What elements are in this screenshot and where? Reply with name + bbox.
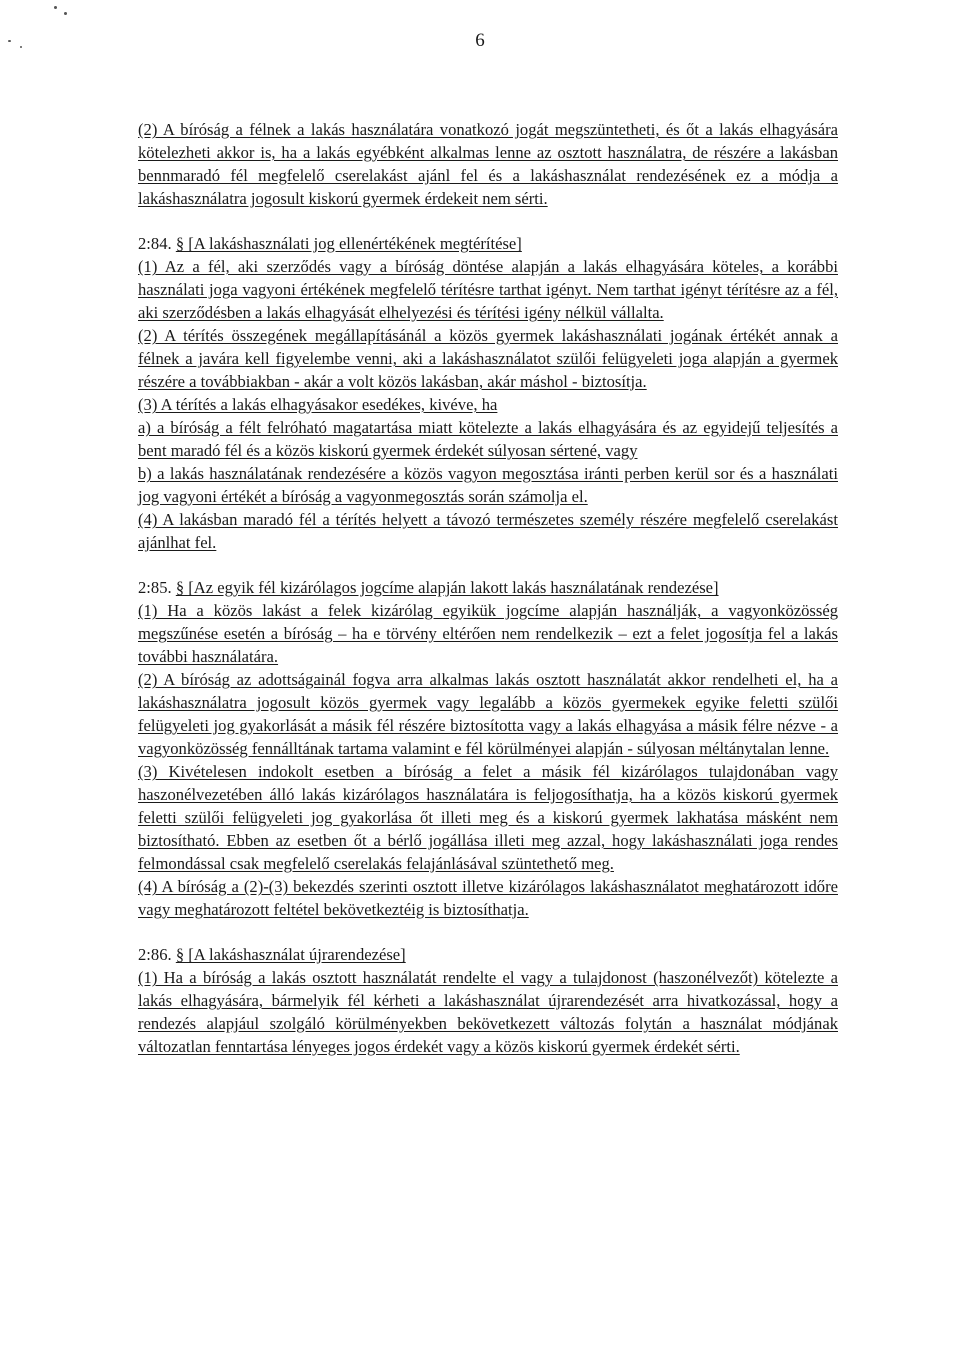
paragraph: (2) A térítés összegének megállapításánál a közös gyermek lakáshasználati jogának értékét annak a félnek a javára kell figyelembe venni, aki a lakáshasználatot szülői felügyeleti joga alapján a gyermek részére a továbbiakban - akár a volt közös lakásban, akár máshol - biztosítja. [138, 326, 838, 391]
section-heading [138, 943, 838, 966]
section-gap [138, 554, 838, 576]
section-gap [138, 921, 838, 943]
paragraph: b) a lakás használatának rendezésére a közös vagyon megosztása iránti perben kerül sor és a használati jog vagyoni értékét a bíróság a vagyonmegosztás során számolja el. [138, 464, 838, 506]
section-number: 2:85. [138, 578, 172, 597]
paragraph: (3) Kivételesen indokolt esetben a bíróság a felet a másik fél kizárólagos tulajdonában vagy haszonélvezetében álló lakás kizárólagos használatára is feljogosíthatja, ha a közös kiskorú gyermek feletti szülői felügyeleti jog gyakorlása őt illeti meg és a kiskorú gyermek lakhatása másként nem biztosítható. Ebben az esetben őt a bérlő jogállása illeti meg azzal, hogy lakáshasználati joga rendes felmondással csak megfelelő cserelakás felajánlásával szüntethető meg. [138, 762, 838, 873]
paragraph: (1) Az a fél, aki szerződés vagy a bíróság döntése alapján a lakás elhagyására köteles, a korábbi használati joga vagyoni értékének megfelelő térítésre tarthat igényt. Nem tarthat igényt térítésre az a fél, aki szerződésben a lakás elhagyását elhelyezési és térítési igény nélkül vállalta. [138, 257, 838, 322]
section-heading [138, 232, 838, 255]
section-heading [138, 576, 838, 599]
section-title: § [Az egyik fél kizárólagos jogcíme alapján lakott lakás használatának rendezése] [175, 578, 719, 597]
scan-speck [64, 12, 67, 15]
paragraph: (2) A bíróság az adottságainál fogva arra alkalmas lakás osztott használatát akkor rendelheti el, ha a lakáshasználatra jogosult közös gyermek vagy legalább a közös gyermekek egyike feletti szülői felügyeleti jog gyakorlását a másik fél részére biztosította vagy a lakás elhagyása a másik félre nézve - a vagyonközösség fennálltának tartama valamint e fél körülményei alapján - súlyosan méltánytalan lenne. [138, 670, 838, 758]
paragraph: (3) A térítés a lakás elhagyásakor esedékes, kivéve, ha [138, 395, 498, 414]
section-number: 2:84. [138, 234, 172, 253]
paragraph: (1) Ha a bíróság a lakás osztott használatát rendelte el vagy a tulajdonost (haszonélvezőt) kötelezte a lakás elhagyására, bármelyik fél kérheti a lakáshasználat újrarendezését arra hivatkozással, hogy a rendezés alapjául szolgáló körülményekben bekövetkezett változás folytán a használat módjának változatlan fenntartása lényeges jogos érdekét vagy a közös kiskorú gyermek érdekét sérti. [138, 968, 838, 1056]
section-gap [138, 210, 838, 232]
section-number: 2:86. [138, 945, 172, 964]
section-title: § [A lakáshasználati jog ellenértékének megtérítése] [175, 234, 522, 253]
section-title: § [A lakáshasználat újrarendezése] [175, 945, 406, 964]
page-number: 6 [475, 30, 485, 51]
scan-speck [54, 6, 57, 9]
paragraph: (2) A bíróság a félnek a lakás használatára vonatkozó jogát megszüntetheti, és őt a lakás elhagyására kötelezheti akkor is, ha a lakás egyébként alkalmas lenne az osztott használatra, de részére a lakásban bennmaradó fél megfelelő cserelakást ajánl fel és a lakáshasználat rendezésének ez a módja a lakáshasználatra jogosult kiskorú gyermek érdekeit nem sérti. [138, 120, 838, 208]
paragraph: (4) A bíróság a (2)-(3) bekezdés szerinti osztott illetve kizárólagos lakáshasználatot meghatározott időre vagy meghatározott feltétel bekövetkeztéig is biztosíthatja. [138, 877, 838, 919]
document-body [138, 118, 838, 1058]
paragraph: (1) Ha a közös lakást a felek kizárólag egyikük jogcíme alapján használják, a vagyonközösség megszűnése esetén a bíróság – ha e törvény eltérően nem rendelkezik – ezt a felet jogosítja fel a lakás további használatára. [138, 601, 838, 666]
paragraph: (4) A lakásban maradó fél a térítés helyett a távozó természetes személy részére megfelelő cserelakást ajánlhat fel. [138, 510, 838, 552]
paragraph: a) a bíróság a félt felróható magatartása miatt kötelezte a lakás elhagyására és az egyidejű teljesítés a bent maradó fél és a közös kiskorú gyermek érdekét súlyosan sértené, vagy [138, 418, 838, 460]
